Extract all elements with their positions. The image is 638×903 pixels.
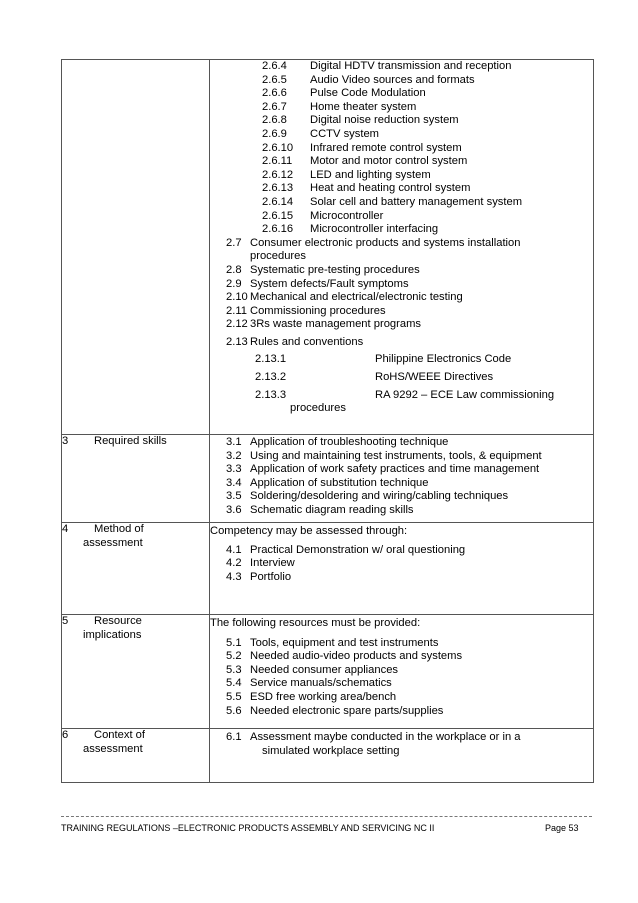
row-label: Resource [94,615,142,627]
list-item: 4.3 Portfolio [226,570,292,583]
row-label-wrap: implications [83,628,142,641]
page-number: Page 53 [545,823,579,833]
rule-item: 2.13.3 RA 9292 – ECE Law commissioning [255,388,555,401]
table-row-underpinning-knowledge [62,60,594,435]
list-item: 2.6.16 Microcontroller interfacing [262,223,439,236]
list-item: 2.6.15 Microcontroller [262,209,384,222]
list-item: 4.1 Practical Demonstration w/ oral questioning [226,543,466,556]
list-item-wrap: procedures [250,250,306,263]
list-item: 5.4 Service manuals/schematics [226,677,392,690]
row-label-wrap: assessment [83,536,143,549]
context-cell [210,729,594,783]
list-item: 2.6.11 Motor and motor control system [262,155,468,168]
row-label-cell [62,729,210,783]
list-item: 2.6.7 Home theater system [262,100,417,113]
left-cell-empty [62,60,210,435]
list-item: 3.3 Application of work safety practices and time management [226,463,540,476]
list-item: 2.6.10 Infrared remote control system [262,141,462,154]
list-item: 6.1 Assessment maybe conducted in the workplace or in a [226,731,521,743]
list-item: 5.6 Needed electronic spare parts/supplies [226,704,444,717]
list-item: 2.6.4 Digital HDTV transmission and reception [262,60,512,72]
table-row-context-of-assessment [62,729,594,783]
cell-intro-text: Competency may be assessed through: [210,525,408,537]
footer-divider [61,816,592,817]
list-item-wrap: simulated workplace setting [262,744,400,757]
row-label-cell [62,435,210,523]
rule-item: 2.13.1 Philippine Electronics Code [255,353,512,366]
list-item: 3.4 Application of substitution technique [226,476,429,489]
row-label-cell [62,615,210,729]
cell-intro-text: The following resources must be provided: [210,617,421,629]
list-item: 2.7 Consumer electronic products and systems installation [226,236,521,249]
list-item: 3.1 Application of troubleshooting technique [226,436,449,448]
rule-item-wrap: procedures [290,402,346,415]
competency-table [61,59,594,783]
row-number: 6 [62,729,69,741]
list-item: 4.2 Interview [226,557,295,570]
table-row-resource-implications [62,615,594,729]
list-item: 2.6.9 CCTV system [262,127,379,140]
list-item: 5.1 Tools, equipment and test instruments [226,636,439,649]
list-item: 3.6 Schematic diagram reading skills [226,503,414,516]
list-item: 5.2 Needed audio-video products and systems [226,650,463,663]
list-item: 3.5 Soldering/desoldering and wiring/cabling techniques [226,490,509,503]
row-label-cell [62,523,210,615]
row-number: 4 [62,523,69,535]
list-item: 2.6.5 Audio Video sources and formats [262,73,475,86]
list-item: 2.11 Commissioning procedures [226,304,386,317]
skills-cell [210,435,594,523]
row-label: Required skills [94,435,167,447]
list-item: 2.6.14 Solar cell and battery management system [262,195,523,208]
sub-topic-list [210,60,593,237]
footer-title: TRAINING REGULATIONS –ELECTRONIC PRODUCTS ASSEMBLY AND SERVICING NC II [61,823,435,833]
list-item: 2.12 3Rs waste management programs [226,318,421,331]
list-item: 2.6.8 Digital noise reduction system [262,114,459,127]
list-item: 5.5 ESD free working area/bench [226,690,397,703]
list-item: 2.9 System defects/Fault symptoms [226,277,409,290]
row-label: Context of [94,729,145,741]
row-number: 3 [62,435,69,447]
list-item: 2.6.6 Pulse Code Modulation [262,87,426,100]
row-label-wrap: assessment [83,742,143,755]
list-item: 2.8 Systematic pre-testing procedures [226,263,420,276]
list-item: 2.6.12 LED and lighting system [262,168,431,181]
list-item: 2.10 Mechanical and electrical/electronic testing [226,291,463,304]
list-item: 5.3 Needed consumer appliances [226,663,399,676]
table-row-method-of-assessment [62,523,594,615]
knowledge-list-cell [210,60,594,435]
list-item: 2.13 Rules and conventions [226,335,364,348]
resources-cell [210,615,594,729]
table-row-required-skills [62,435,594,523]
list-item: 3.2 Using and maintaining test instruments, tools, & equipment [226,449,542,462]
row-label: Method of [94,523,144,535]
rule-item: 2.13.2 RoHS/WEEE Directives [255,371,494,384]
assessment-method-cell [210,523,594,615]
row-number: 5 [62,615,69,627]
list-item: 2.6.13 Heat and heating control system [262,182,471,195]
